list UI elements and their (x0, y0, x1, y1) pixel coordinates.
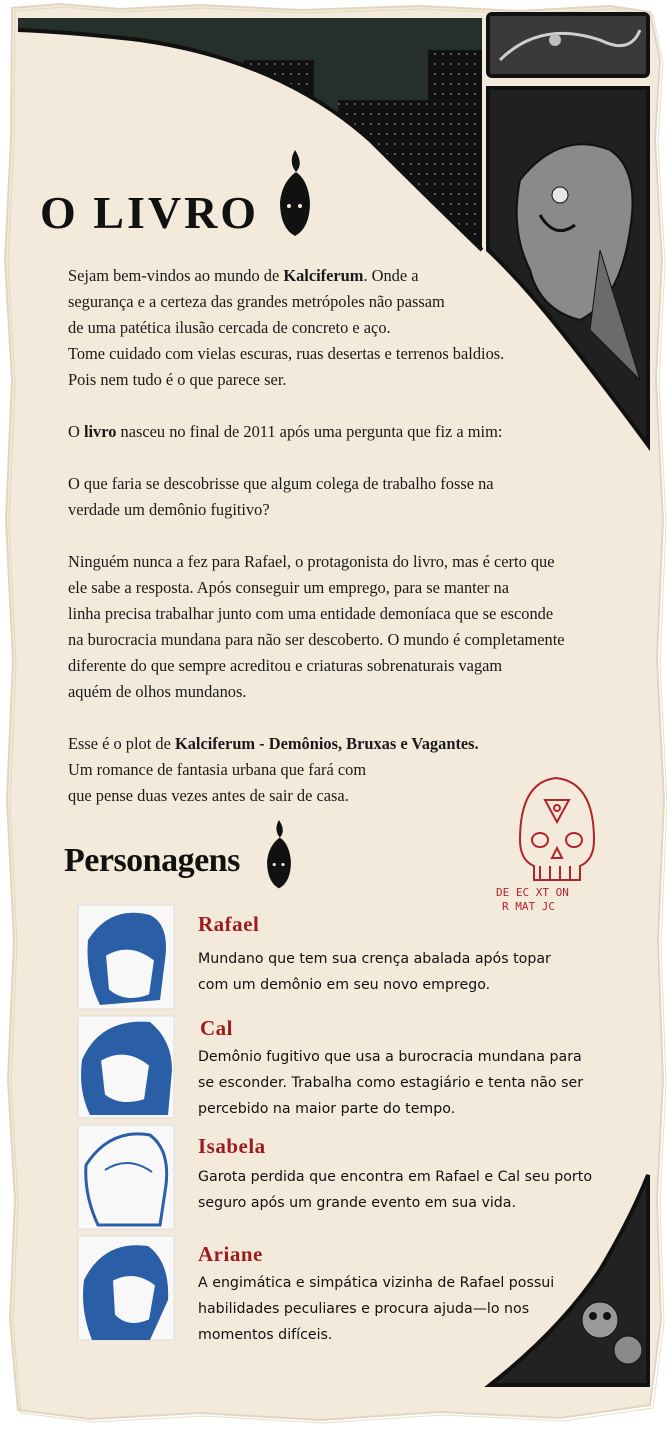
portrait-cal (78, 1016, 174, 1118)
character-description: Garota perdida que encontra em Rafael e Cal seu porto seguro após um grande evento em sua vida. (198, 1169, 593, 1211)
character-description: Demônio fugitivo que usa a burocracia mundana para se esconder. Trabalha como estagiário e tenta não ser percebido na maior parte do tempo. (198, 1049, 584, 1117)
intro-paragraph-3: O que faria se descobrisse que algum colega de trabalho fosse na verdade um demônio fugitivo? (68, 474, 494, 519)
portrait-ariane (78, 1236, 174, 1340)
character-name: Rafael (198, 912, 260, 936)
stamp-caption (494, 884, 614, 916)
intro-paragraph-4: Ninguém nunca a fez para Rafael, o protagonista do livro, mas é certo que ele sabe a resposta. Após conseguir um emprego, para se manter na linha precisa trabalhar junto com uma entidade demoníaca que se esconde na burocracia mundana para não ser descoberto. O mundo é completamente diferente do que sempre acreditou e criaturas sobrenaturais vagam aquém de olhos mundanos. (68, 552, 565, 701)
character-description: Mundano que tem sua crença abalada após topar com um demônio em seu novo emprego. (198, 951, 551, 993)
character-name: Cal (200, 1016, 233, 1040)
intro-paragraph-2: O livro nasceu no final de 2011 após uma pergunta que fiz a mim: (68, 422, 503, 441)
intro-paragraph-5: Esse é o plot de Kalciferum - Demônios, Bruxas e Vagantes. Um romance de fantasia urbana que fará com que pense duas vezes antes de sair de casa. (68, 734, 479, 805)
characters-heading: Personagens (64, 842, 240, 879)
svg-text:R MAT JC: R MAT JC (502, 900, 555, 913)
character-name: Isabela (198, 1134, 266, 1158)
intro-paragraph-1: Sejam bem-vindos ao mundo de Kalciferum. Onde a segurança e a certeza das grandes metrópoles não passam de uma patética ilusão cercada de concreto e aço. Tome cuidado com vielas escuras, ruas desertas e terrenos baldios. Pois nem tudo é o que parece ser. (68, 266, 505, 389)
intro-text (68, 263, 628, 835)
portrait-isabela (78, 1125, 174, 1229)
portrait-rafael (78, 905, 174, 1009)
flame-creature-icon (276, 150, 314, 238)
character-name: Ariane (198, 1242, 263, 1266)
svg-text:DE EC XT ON: DE EC XT ON (496, 886, 569, 899)
character-description: A engimática e simpática vizinha de Rafael possui habilidades peculiares e procura ajuda—lo nos momentos difíceis. (198, 1275, 555, 1343)
comic-panel-top (488, 14, 648, 76)
page-title: O LIVRO (40, 187, 260, 238)
